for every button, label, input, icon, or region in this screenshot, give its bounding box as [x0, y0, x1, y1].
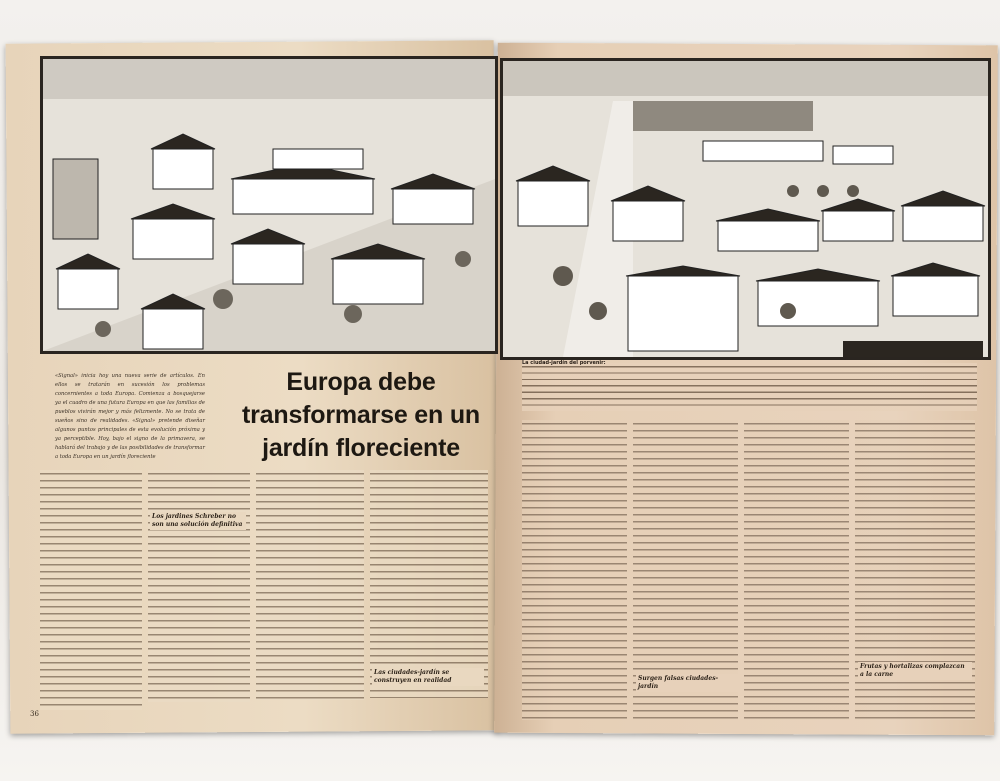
page-number: 36	[30, 710, 39, 718]
caption-lead: La ciudad-jardín del porvenir:	[522, 360, 606, 366]
text-column	[522, 420, 627, 720]
intro-text: «Signal» inicia hoy una nueva serie de artículos. En ellos se tratarán en sucesión los problemas concernientes a toda Europa. Comienza a bosquejarse ya el cuadro de una futura Europa en que las familias de pueblos vivirán mejor y más felizmente. No se trata de sueños sino de realidades. «Signal» pretende diseñar algunos puntos principales de esta evolución próxima y ya perceptible. Hoy, bajo el signo de la primavera, se hablará del trabajo y de las posibilidades de transformar a toda Europa en un jardín floreciente	[55, 373, 205, 460]
illustration-city-right	[500, 58, 991, 360]
illustration-caption	[522, 363, 977, 411]
article-title: Europa debe transformarse en un jardín floreciente	[242, 368, 480, 462]
text-column	[256, 470, 364, 700]
illustration-city-left	[40, 56, 498, 354]
text-column	[40, 470, 142, 710]
subhead: Los jardines Schreber no son una solución definitiva	[150, 512, 246, 530]
subhead: Frutas y hortalizas complazcan a la carne	[858, 662, 972, 680]
subhead: Las ciudades-jardín se construyen en realidad	[372, 668, 484, 686]
subhead: Surgen falsas ciudades-jardín	[636, 674, 740, 692]
text-column	[370, 470, 488, 698]
text-column	[744, 420, 849, 720]
text-column	[148, 470, 250, 702]
